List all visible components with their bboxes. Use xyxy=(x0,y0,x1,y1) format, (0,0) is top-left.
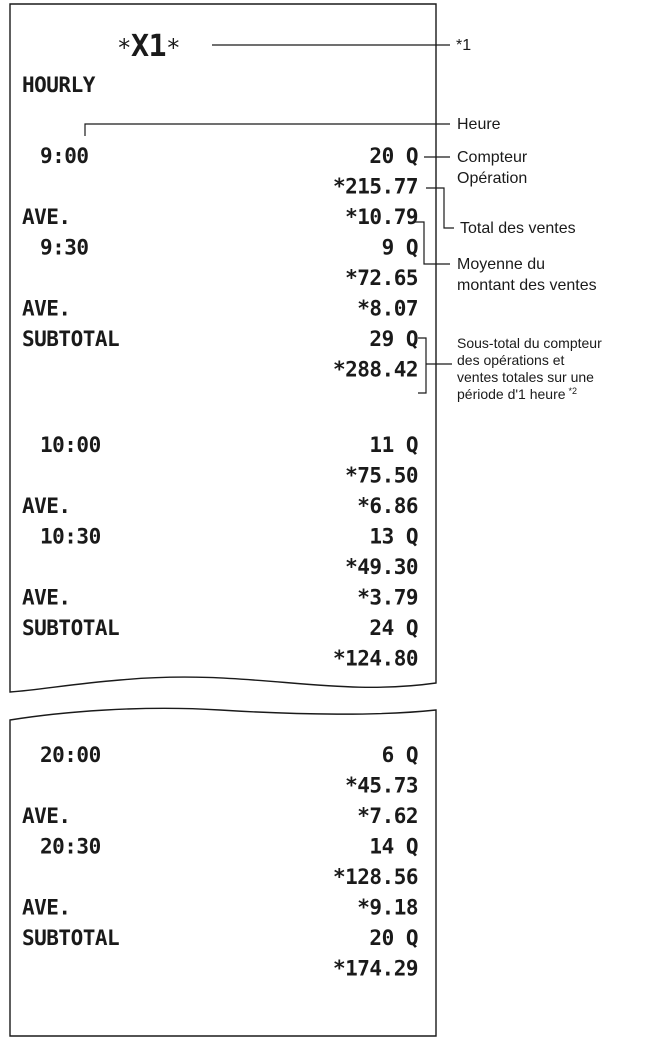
row-label: 9:00 xyxy=(40,144,89,168)
row-label: 9:30 xyxy=(40,235,89,260)
moyenne-label-2: montant des ventes xyxy=(457,277,597,294)
row-value: 14 Q xyxy=(369,834,418,859)
row-value: *75.50 xyxy=(345,463,418,488)
row-label: AVE. xyxy=(22,205,71,229)
row-value: *124.80 xyxy=(332,646,418,671)
row-value: *10.79 xyxy=(345,205,418,229)
subtotal-label-1: Sous-total du compteur xyxy=(457,335,602,351)
row-value: 24 Q xyxy=(369,616,418,640)
compteur-label-1: Compteur xyxy=(457,149,528,166)
row-value: *9.18 xyxy=(357,895,418,920)
row-label: 20:30 xyxy=(40,834,101,859)
row-label: SUBTOTAL xyxy=(22,926,120,950)
note-1-label: *1 xyxy=(456,37,472,54)
report-name: HOURLY xyxy=(22,73,95,97)
row-value: 20 Q xyxy=(369,144,418,168)
row-value: *8.07 xyxy=(357,296,418,321)
row-label: 20:00 xyxy=(40,743,101,767)
row-value: *45.73 xyxy=(345,773,418,798)
subtotal-label-2: des opérations et xyxy=(457,352,565,368)
row-value: *174.29 xyxy=(332,956,418,981)
row-value: 29 Q xyxy=(369,327,418,351)
row-value: *3.79 xyxy=(357,585,418,610)
row-value: *49.30 xyxy=(345,555,418,579)
subtotal-label-3: ventes totales sur une xyxy=(457,369,594,385)
moyenne-label-1: Moyenne du xyxy=(457,256,546,273)
row-value: *128.56 xyxy=(332,865,418,889)
compteur-label-2: Opération xyxy=(457,170,528,187)
row-label: AVE. xyxy=(22,494,71,518)
row-label: SUBTOTAL xyxy=(22,327,120,351)
row-value: *6.86 xyxy=(357,494,418,518)
row-label: AVE. xyxy=(22,296,71,321)
row-label: AVE. xyxy=(22,804,71,828)
subtotal-label-4: période d'1 heure $^{*2}$ xyxy=(457,386,578,402)
total-ventes-label: Total des ventes xyxy=(460,220,576,237)
row-value: 20 Q xyxy=(369,926,418,950)
row-label: SUBTOTAL xyxy=(22,616,120,640)
row-value: *215.77 xyxy=(332,174,418,199)
row-value: 9 Q xyxy=(381,235,418,260)
row-value: 6 Q xyxy=(381,743,418,767)
row-value: 13 Q xyxy=(369,524,418,549)
row-label: AVE. xyxy=(22,585,71,610)
report-title: *X1* xyxy=(117,29,181,64)
row-value: *72.65 xyxy=(345,266,418,290)
row-value: 11 Q xyxy=(369,433,418,457)
heure-label: Heure xyxy=(457,116,501,133)
row-value: *7.62 xyxy=(357,804,418,828)
row-label: 10:00 xyxy=(40,433,101,457)
row-label: 10:30 xyxy=(40,524,101,549)
row-label: AVE. xyxy=(22,895,71,920)
row-value: *288.42 xyxy=(332,357,418,382)
